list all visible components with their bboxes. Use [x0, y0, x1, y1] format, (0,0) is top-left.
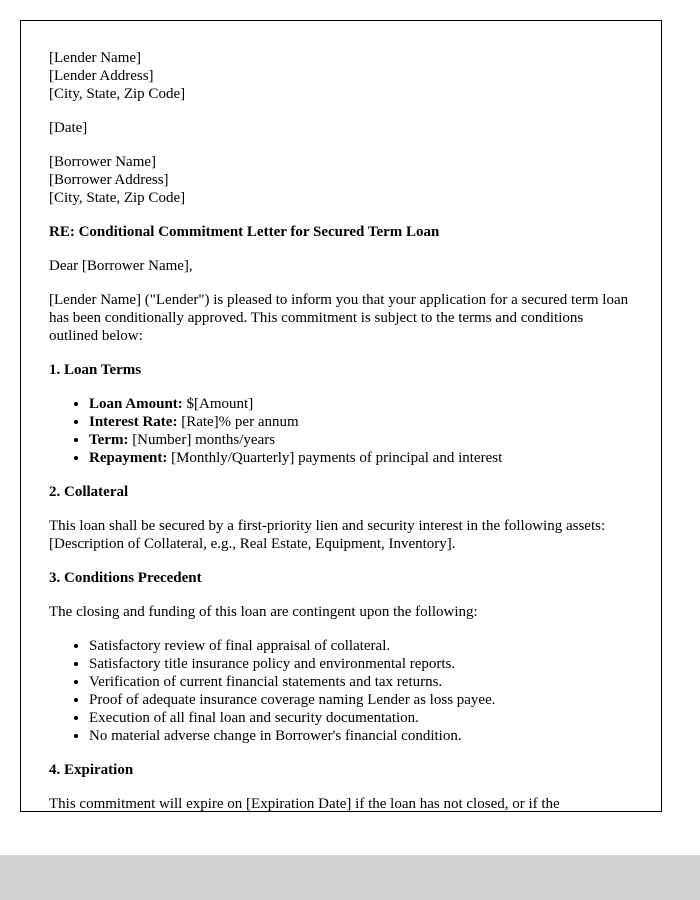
- list-item: [89, 395, 633, 413]
- loan-term-label: Repayment:: [89, 450, 168, 466]
- subject-line: RE: Conditional Commitment Letter for Secured Term Loan: [49, 224, 440, 240]
- list-item: [89, 431, 633, 449]
- conditions-lead: The closing and funding of this loan are contingent upon the following:: [49, 604, 478, 620]
- list-item: • No material adverse change in Borrower's financial condition.: [89, 727, 633, 745]
- loan-term-value: [Monthly/Quarterly] payments of principal and interest: [167, 450, 503, 466]
- loan-term-label: Interest Rate:: [89, 414, 178, 430]
- list-item: • Verification of current financial statements and tax returns.: [89, 673, 633, 691]
- list-item: • Satisfactory title insurance policy and environmental reports.: [89, 655, 633, 673]
- page-background-strip: [0, 855, 700, 900]
- intro-paragraph: [Lender Name] ("Lender") is pleased to inform you that your application for a secured term loan has been conditionally approved. This commitment is subject to the terms and conditions outlined below:: [49, 292, 629, 344]
- expiration-paragraph: This commitment will expire on [Expiration Date] if the loan has not closed, or if the: [49, 796, 560, 812]
- lender-name: [Lender Name]: [49, 50, 142, 66]
- letter-page: [20, 20, 662, 812]
- list-item: • Execution of all final loan and security documentation.: [89, 709, 633, 727]
- section-title-expiration: 4. Expiration: [49, 762, 134, 778]
- list-item: • Proof of adequate insurance coverage naming Lender as loss payee.: [89, 691, 633, 709]
- section-title-collateral: 2. Collateral: [49, 484, 129, 500]
- borrower-address-block: [49, 153, 633, 207]
- loan-term-label: Term:: [89, 432, 129, 448]
- borrower-city-state-zip: [City, State, Zip Code]: [49, 190, 186, 206]
- section-title-loan-terms: 1. Loan Terms: [49, 362, 142, 378]
- collateral-paragraph: This loan shall be secured by a first-priority lien and security interest in the following assets: [Description of Collateral, e.g., Real Estate, Equipment, Inventory].: [49, 518, 606, 552]
- section-title-conditions-precedent: 3. Conditions Precedent: [49, 570, 202, 586]
- loan-term-value: [Number] months/years: [128, 432, 276, 448]
- loan-term-label: Loan Amount:: [89, 396, 183, 412]
- loan-term-value: $[Amount]: [182, 396, 254, 412]
- date-line: [Date]: [49, 120, 88, 136]
- list-item: • Satisfactory review of final appraisal of collateral.: [89, 637, 633, 655]
- conditions-list: [49, 637, 633, 745]
- salutation: Dear [Borrower Name],: [49, 258, 193, 274]
- loan-term-value: [Rate]% per annum: [177, 414, 299, 430]
- borrower-name: [Borrower Name]: [49, 154, 157, 170]
- lender-address: [Lender Address]: [49, 68, 154, 84]
- lender-city-state-zip: [City, State, Zip Code]: [49, 86, 186, 102]
- list-item: [89, 413, 633, 431]
- loan-terms-list: [49, 395, 633, 467]
- list-item: [89, 449, 633, 467]
- borrower-address: [Borrower Address]: [49, 172, 169, 188]
- lender-address-block: [49, 49, 633, 103]
